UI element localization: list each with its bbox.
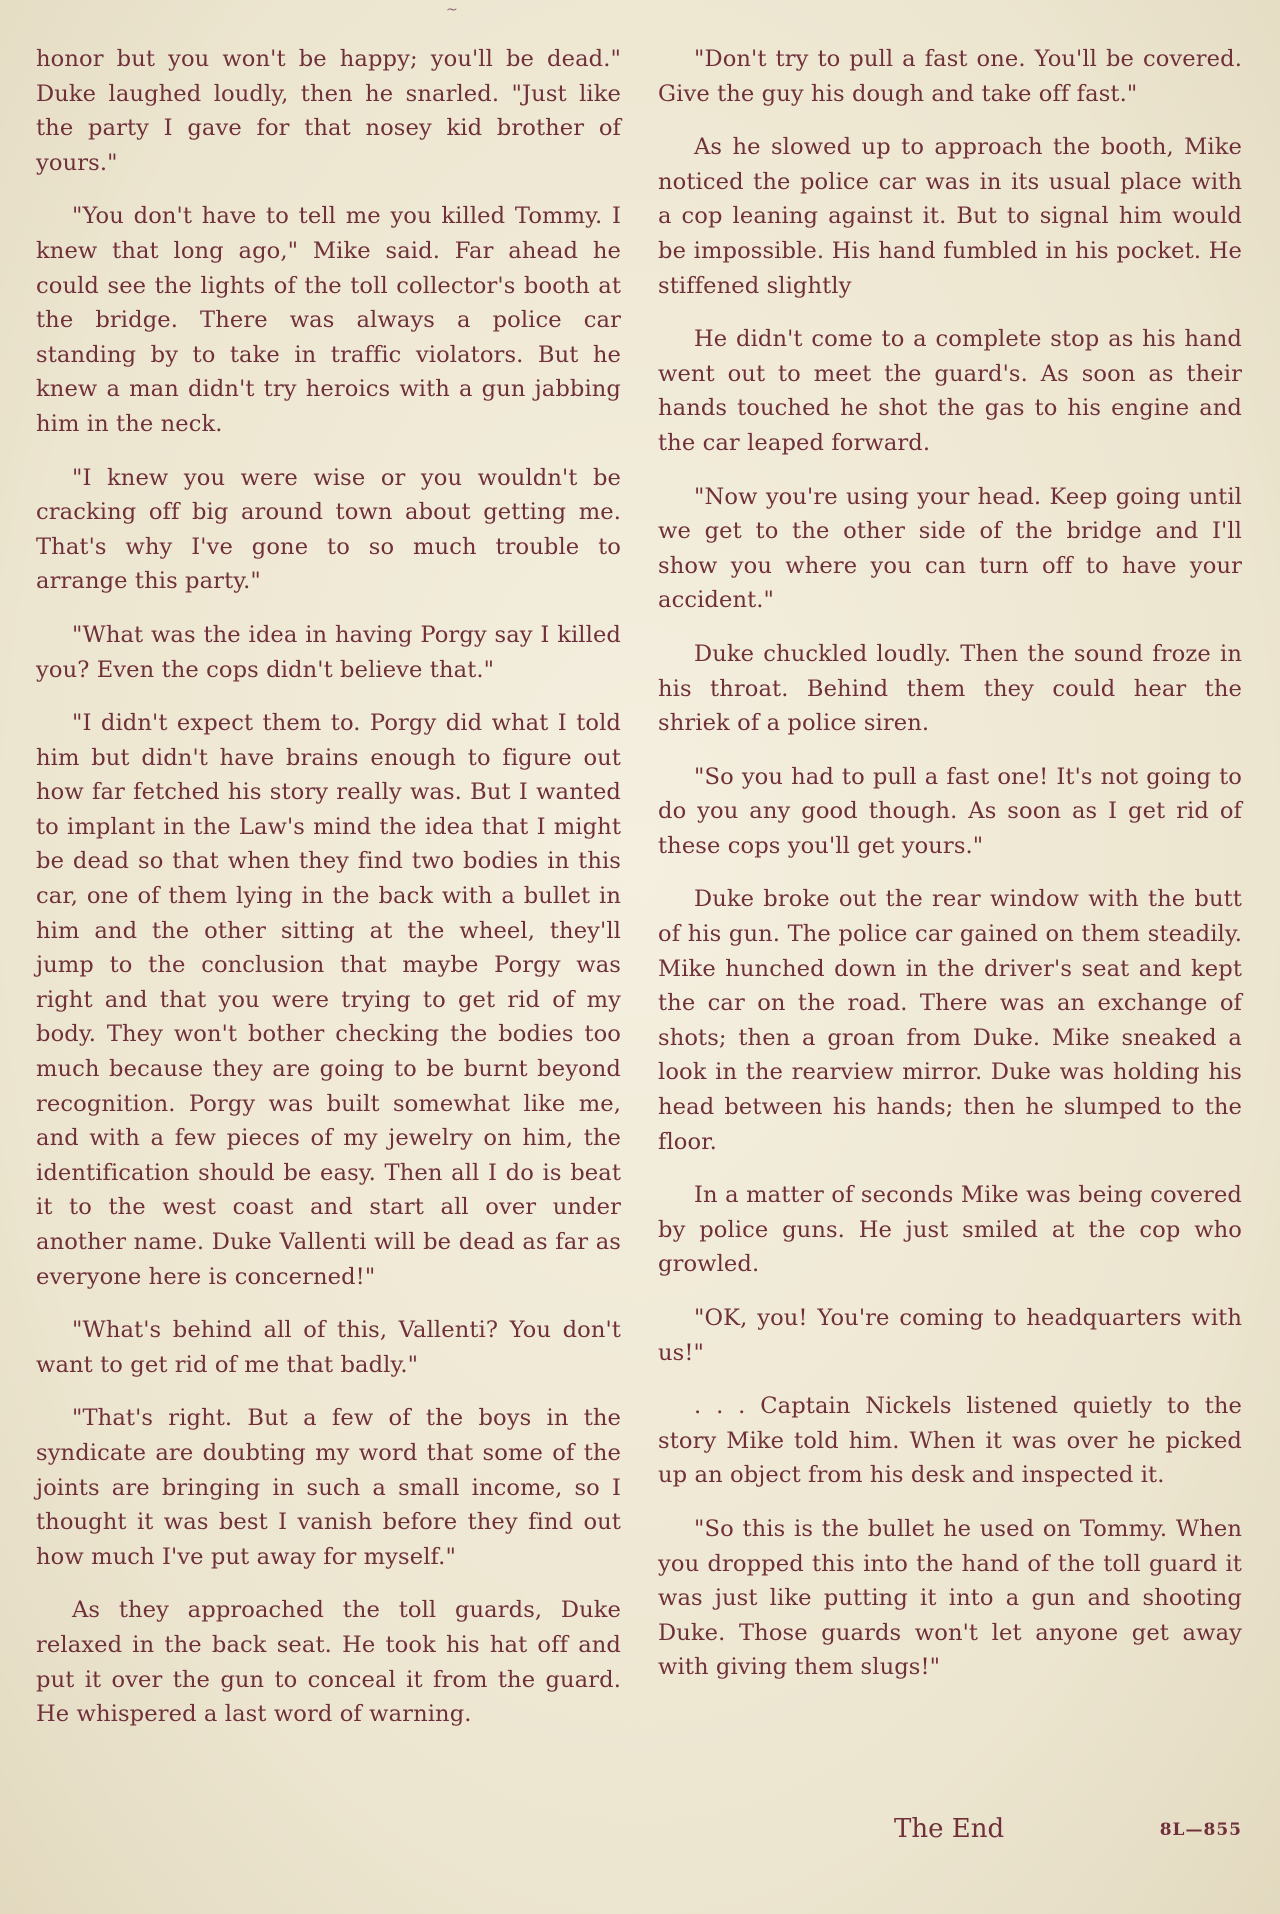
paragraph: "I knew you were wise or you wouldn't be cracking off big around town about getting me. That's why I've gone to so much trouble to arrange this party." <box>36 464 621 595</box>
top-mark: ~ <box>446 2 458 18</box>
paragraph: As they approached the toll guards, Duke relaxed in the back seat. He took his hat off and put it over the gun to conceal it from the guard. He whispered a last word of warning. <box>36 1597 621 1728</box>
right-column <box>658 42 1242 1704</box>
paragraph: "So you had to pull a fast one! It's not going to do you any good though. As soon as I get rid of these cops you'll get yours." <box>658 763 1242 859</box>
paragraph: "What's behind all of this, Vallenti? You don't want to get rid of me that badly." <box>36 1317 621 1378</box>
paragraph: "So this is the bullet he used on Tommy. When you dropped this into the hand of the toll guard it was just like putting it into a gun and shooting Duke. Those guards won't let anyone get away with giving them slugs!" <box>658 1515 1242 1681</box>
paragraph: "Don't try to pull a fast one. You'll be covered. Give the guy his dough and take off fast." <box>658 46 1242 107</box>
paragraph: He didn't come to a complete stop as his hand went out to meet the guard's. As soon as their hands touched he shot the gas to his engine and the car leaped forward. <box>658 326 1242 456</box>
paragraph: "You don't have to tell me you killed Tommy. I knew that long ago," Mike said. Far ahead he could see the lights of the toll collector's booth at the bridge. There was always a police car standing by to take in traffic violators. But he knew a man didn't try heroics with a gun jabbing him in the neck. <box>36 203 621 437</box>
left-column <box>36 42 621 1751</box>
paragraph: Duke broke out the rear window with the butt of his gun. The police car gained on them steadily. Mike hunched down in the driver's seat and kept the car on the road. There was an exchange of shots; then a groan from Duke. Mike sneaked a look in the rearview mirror. Duke was holding his head between his hands; then he slumped to the floor. <box>658 886 1242 1155</box>
paragraph: "Now you're using your head. Keep going until we get to the other side of the bridge and I'll show you where you can turn off to have your accident." <box>658 483 1242 614</box>
paragraph: "OK, you! You're coming to headquarters with us!" <box>658 1305 1242 1366</box>
paragraph: Duke chuckled loudly. Then the sound froze in his throat. Behind them they could hear the shriek of a police siren. <box>658 640 1242 737</box>
paragraph: As he slowed up to approach the booth, Mike noticed the police car was in its usual place with a cop leaning against it. But to signal him would be impossible. His hand fumbled in his pocket. He stiffened slightly <box>658 134 1242 299</box>
the-end-label: The End <box>894 1814 1005 1844</box>
paragraph: . . . Captain Nickels listened quietly to the story Mike told him. When it was over he picked up an object from his desk and inspected it. <box>658 1393 1242 1489</box>
page-code: 8L—855 <box>1159 1820 1242 1840</box>
paragraph: In a matter of seconds Mike was being covered by police guns. He just smiled at the cop who growled. <box>658 1182 1242 1278</box>
paragraph: "What was the idea in having Porgy say I killed you? Even the cops didn't believe that." <box>36 621 621 683</box>
paragraph: "That's right. But a few of the boys in the syndicate are doubting my word that some of the joints are bringing in such a small income, so I thought it was best I vanish before they find out how much I've put away for myself." <box>36 1405 621 1570</box>
paragraph: "I didn't expect them to. Porgy did what I told him but didn't have brains enough to figure out how far fetched his story really was. But I wanted to implant in the Law's mind the idea that I might be dead so that when they find two bodies in this car, one of them lying in the back with a bullet in him and the other sitting at the wheel, they'll jump to the conclusion that maybe Porgy was right and that you were trying to get rid of my body. They won't bother checking the bodies too much because they are going to be burnt beyond recognition. Porgy was built somewhat like me, and with a few pieces of my jewelry on him, the identification should be easy. Then all I do is beat it to the west coast and start all over under another name. Duke Vallenti will be dead as far as everyone here is concerned!" <box>36 710 621 1290</box>
page-footer <box>658 1814 1242 1854</box>
paragraph: honor but you won't be happy; you'll be dead." Duke laughed loudly, then he snarled. "Just like the party I gave for that nosey kid brother of yours." <box>36 46 621 176</box>
